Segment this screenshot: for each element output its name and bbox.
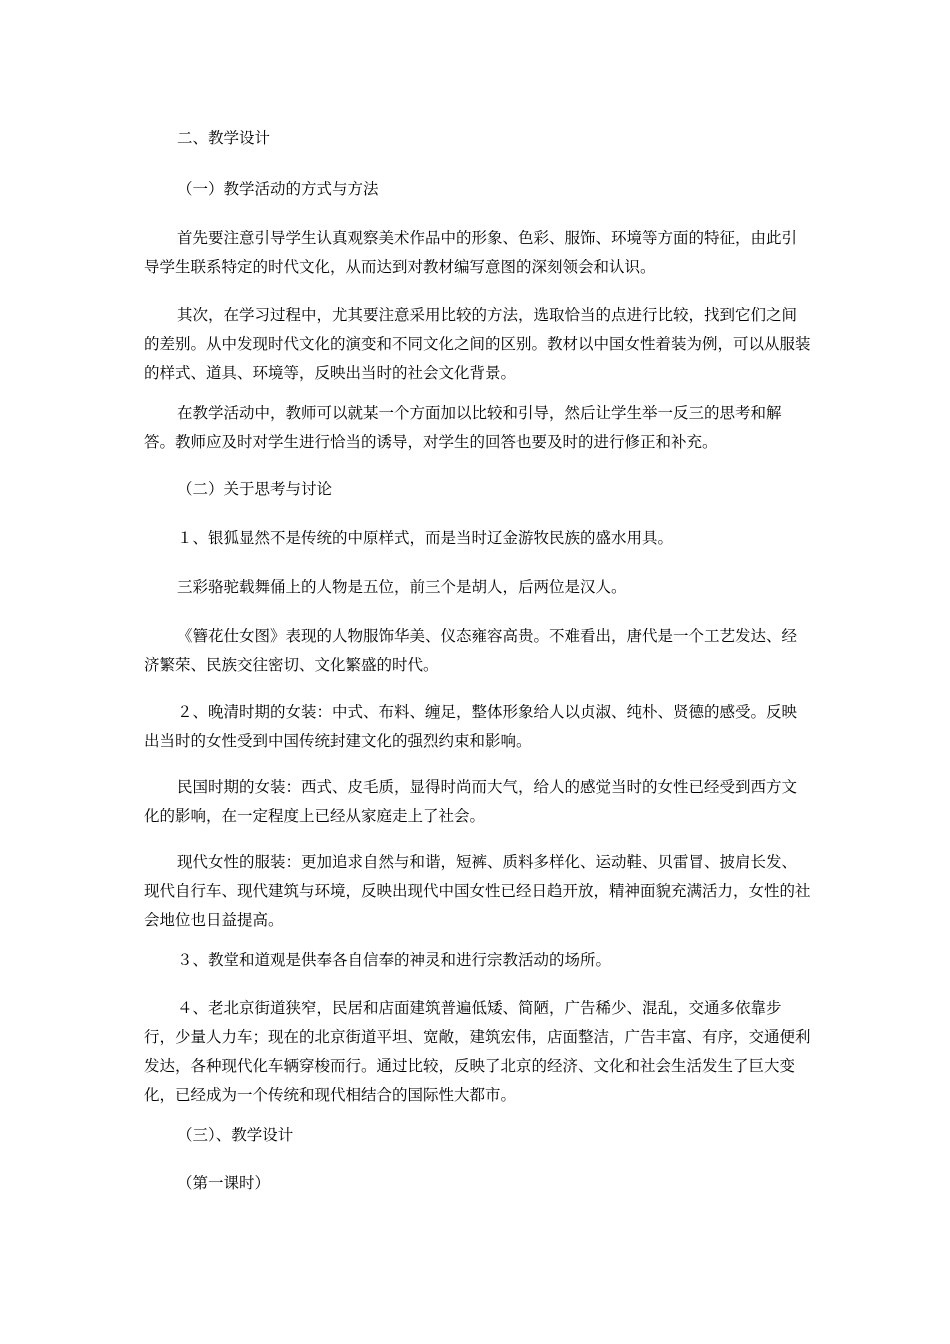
paragraph-modern-women: 现代女性的服装：更加追求自然与和谐，短裤、质料多样化、运动鞋、贝雷冒、披肩长发、现代自行车、现代建筑与环境，反映出现代中国女性已经日趋开放，精神面貌充满活力，女性的社会地位也日益提高。 — [144, 853, 811, 929]
paragraph-item-1: １、银狐显然不是传统的中原样式，而是当时辽金游牧民族的盛水用具。 — [177, 529, 674, 547]
paragraph-camel-figurine: 三彩骆驼载舞俑上的人物是五位，前三个是胡人，后两位是汉人。 — [177, 578, 627, 596]
subsection-heading-discussion: （二）关于思考与讨论 — [177, 480, 333, 498]
paragraph-teacher-guidance: 在教学活动中，教师可以就某一个方面加以比较和引导，然后让学生举一反三的思考和解答。教师应及时对学生进行恰当的诱导，对学生的回答也要及时的进行修正和补充。 — [144, 404, 782, 451]
section-heading-teaching-design: 二、教学设计 — [177, 129, 271, 147]
paragraph-item-3: ３、教堂和道观是供奉各自信奉的神灵和进行宗教活动的场所。 — [177, 951, 612, 969]
paragraph-item-4: ４、老北京街道狭窄，民居和店面建筑普遍低矮、简陋，广告稀少、混乱，交通多依靠步行，少量人力车；现在的北京街道平坦、宽敞，建筑宏伟，店面整洁，广告丰富、有序，交通便利发达，各种现代化车辆穿梭而行。通过比较，反映了北京的经济、文化和社会生活发生了巨大变化，已经成为一个传统和现代相结合的国际性大都市。 — [144, 999, 811, 1104]
lesson-label: （第一课时） — [177, 1174, 271, 1192]
subsection-heading-methods: （一）教学活动的方式与方法 — [177, 180, 379, 198]
paragraph-observe: 首先要注意引导学生认真观察美术作品中的形象、色彩、服饰、环境等方面的特征，由此引导学生联系特定的时代文化，从而达到对教材编写意图的深刻领会和认识。 — [144, 229, 798, 276]
paragraph-compare: 其次，在学习过程中，尤其要注意采用比较的方法，选取恰当的点进行比较，找到它们之间的差别。从中发现时代文化的演变和不同文化之间的区别。教材以中国女性着装为例，可以从服装的样式、道具、环境等，反映出当时的社会文化背景。 — [144, 306, 811, 382]
subsection-heading-design: （三）、教学设计 — [177, 1126, 294, 1144]
paragraph-republic-era: 民国时期的女装：西式、皮毛质，显得时尚而大气，给人的感觉当时的女性已经受到西方文化的影响，在一定程度上已经从家庭走上了社会。 — [144, 778, 798, 825]
paragraph-item-2: ２、晚清时期的女装：中式、布料、缠足，整体形象给人以贞淑、纯朴、贤德的感受。反映出当时的女性受到中国传统封建文化的强烈约束和影响。 — [144, 703, 798, 750]
paragraph-zanhua-painting: 《簪花仕女图》表现的人物服饰华美、仪态雍容高贵。不难看出，唐代是一个工艺发达、经济繁荣、民族交往密切、文化繁盛的时代。 — [144, 627, 798, 674]
